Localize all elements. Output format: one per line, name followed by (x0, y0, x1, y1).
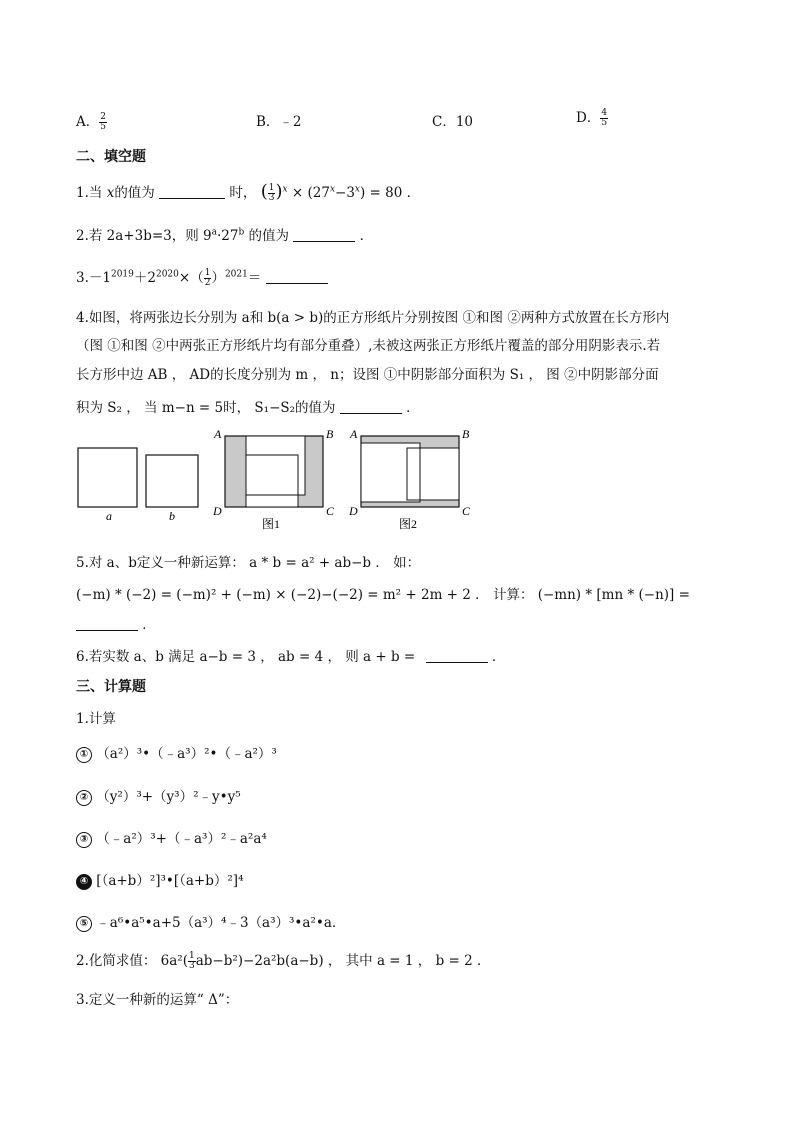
answer-blank (159, 184, 225, 199)
answer-blank (426, 648, 488, 663)
simplify-question: 2.化简求值： 6a²( $\frac{1}{3}$ ab−b²)−2a²b(a−b) ， 其中 a = 1 ， b = 2 ． (76, 951, 491, 971)
choice-b: B．﹣2 (256, 114, 302, 130)
calc-item-5: ⑤ ﹣a⁶•a⁵•a+5（a³）⁴﹣3（a³）³•a²•a． (76, 911, 345, 932)
square-b (146, 455, 198, 523)
svg-text:C: C (326, 504, 335, 518)
question-4-line-4: 积为 S₂ ， 当 m−n = 5时， S₁−S₂的值为 ． (76, 400, 420, 416)
answer-blank (340, 399, 402, 414)
question-2: 2.若 2a+3b=3，则 $9^a\cdot 27^b$ 的值为 ． (76, 227, 374, 244)
question-6: 6.若实数 a、b 满足 a−b = 3 ， ab = 4 ， 则 a + b = ． (76, 649, 506, 665)
choice-a: A． $\frac{2}{5}$ (76, 112, 106, 132)
fraction: $\frac{1}{3}$ (189, 951, 195, 971)
question-5-line-1: 5.对 a、b定义一种新运算： a * b = a² + ab−b ． 如： (76, 555, 421, 571)
question-5-line-3: ． (76, 613, 156, 633)
fraction: $\frac{1}{2}$ (204, 268, 211, 288)
calc-title: 1.计算 (76, 711, 116, 727)
figure-1 (212, 427, 335, 531)
fraction: $\frac{1}{3}$ (268, 183, 275, 203)
geometry-figure (70, 424, 490, 534)
fraction: $\frac{2}{5}$ (100, 112, 106, 132)
svg-text:A: A (214, 427, 222, 441)
section-heading-calculation: 三、计算题 (76, 679, 146, 695)
svg-text:D: D (213, 504, 222, 518)
svg-text:b: b (169, 509, 175, 523)
calc-item-2: ② （y²）³+（y³）²﹣y•y⁵ (76, 785, 241, 806)
calc-item-3: ③ （﹣a²）³+（﹣a³）²﹣a²a⁴ (76, 827, 267, 848)
answer-blank (76, 616, 138, 631)
svg-text:A: A (350, 427, 358, 441)
question-4-line-1: 4.如图，将两张边长分别为 a和 b(a > b)的正方形纸片分别按图 ①和图 ②两种方式放置在长方形内 (76, 310, 670, 326)
choice-c: C．10 (432, 114, 474, 130)
circled-number-icon: ③ (76, 832, 92, 848)
section-heading-fill-blank: 二、填空题 (76, 149, 146, 165)
answer-blank (266, 269, 328, 284)
question-4-line-2: （图 ①和图 ②中两张正方形纸片均有部分重叠）,未被这两张正方形纸片覆盖的部分用阴影表示.若 (76, 338, 661, 354)
circled-number-icon: ① (76, 747, 92, 763)
calc-item-4: ④ [（a+b）²]³•[（a+b）²]⁴ (76, 869, 243, 890)
choice-d: D． $\frac{4}{5}$ (576, 108, 608, 128)
svg-text:a: a (106, 509, 112, 523)
circled-number-icon: ④ (76, 874, 92, 890)
calc-item-1: ① （a²）³•（﹣a³）²•（﹣a²）³ (76, 742, 277, 763)
svg-text:图2: 图2 (399, 517, 418, 531)
new-operation-question: 3.定义一种新的运算“ Δ”： (76, 992, 239, 1008)
square-a (78, 448, 137, 523)
question-1: 1.当 x的值为 时， ( $\frac{1}{3}$ )$^x \times (27^x-3^x) = 80$ ． (76, 181, 421, 203)
svg-text:图1: 图1 (262, 517, 281, 531)
svg-text:B: B (326, 427, 334, 441)
svg-text:C: C (462, 504, 471, 518)
answer-blank (293, 227, 355, 242)
circled-number-icon: ② (76, 790, 92, 806)
question-3: $3.-1^{2019}+2^{2020}\times$（ $\frac{1}{2}$ ）$^{2021}$＝ (76, 266, 328, 288)
question-5-line-2: (−m) * (−2) = (−m)² + (−m) × (−2)−(−2) = m² + 2m + 2 ． 计算： (−mn) * [mn * (−n)] = (76, 587, 690, 603)
circled-number-icon: ⑤ (76, 916, 92, 932)
figure-2 (348, 427, 471, 531)
question-4-line-3: 长方形中边 AB ， AD的长度分别为 m ， n；设图 ①中阴影部分面积为 S₁ ， 图 ②中阴影部分面 (76, 367, 659, 383)
svg-text:B: B (462, 427, 470, 441)
fraction: $\frac{4}{5}$ (601, 108, 608, 128)
svg-text:D: D (349, 504, 358, 518)
